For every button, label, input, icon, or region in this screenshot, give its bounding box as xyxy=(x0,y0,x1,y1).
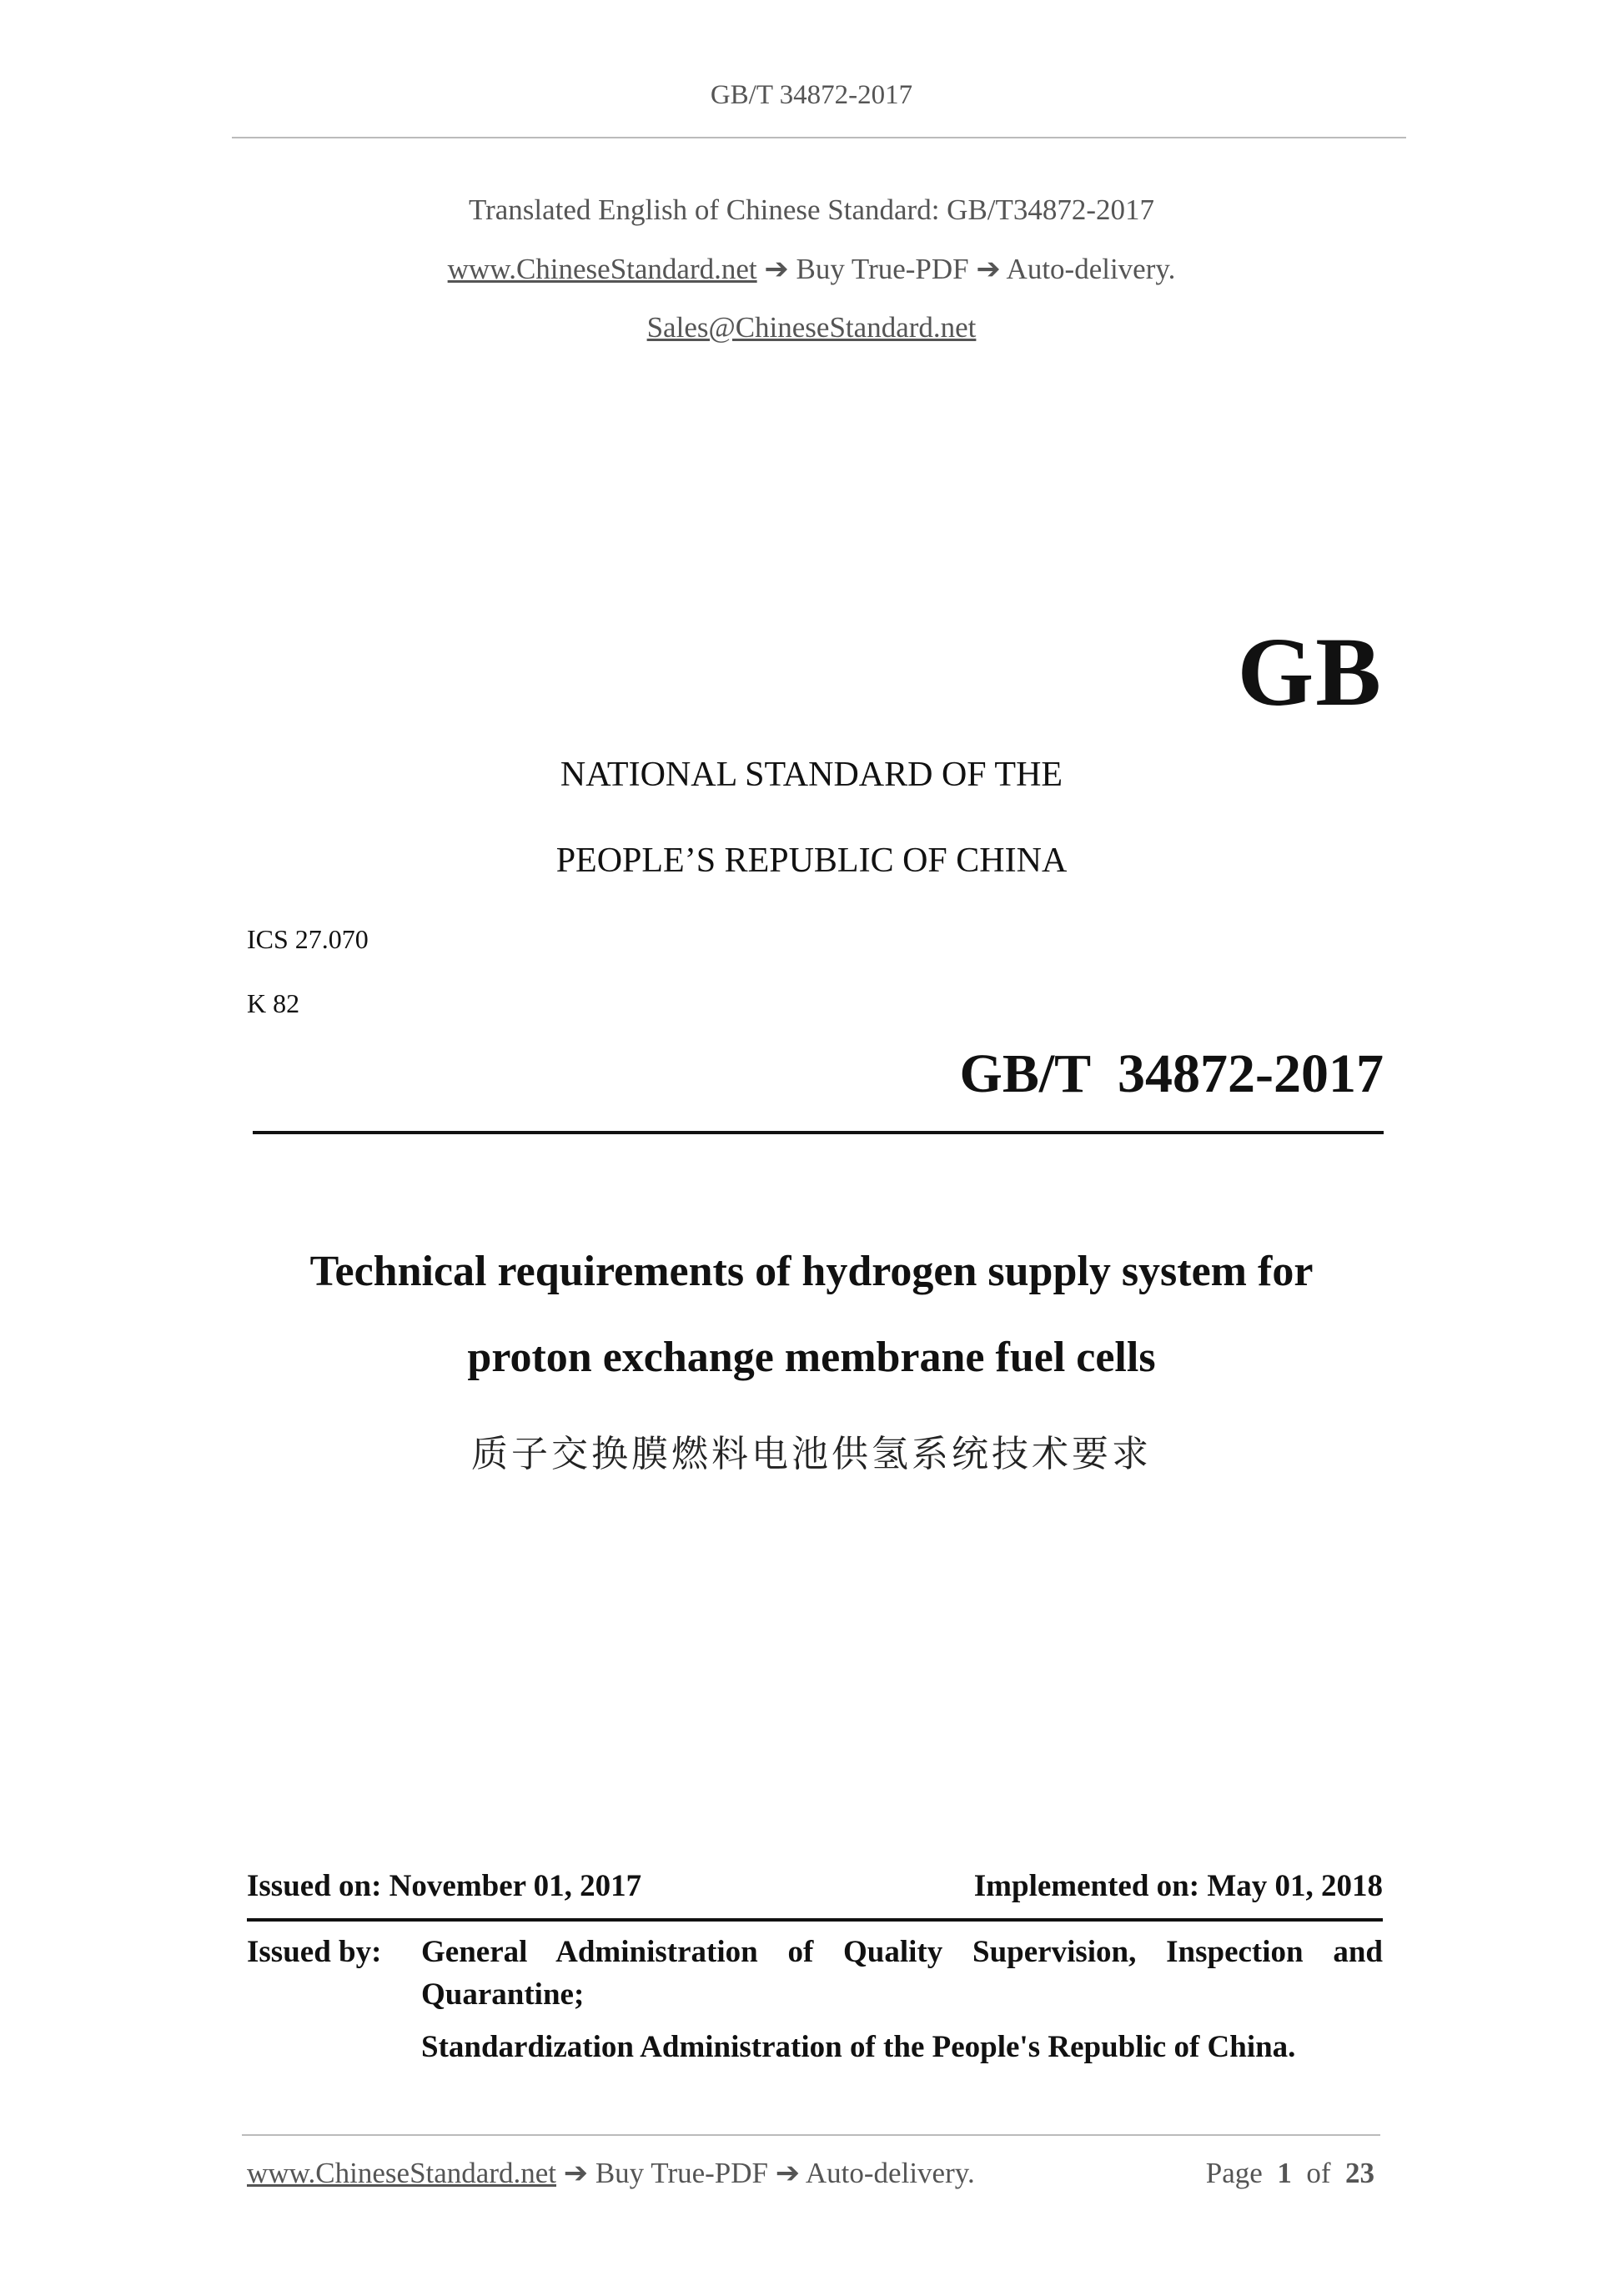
running-header: GB/T 34872-2017 xyxy=(710,80,913,110)
header-divider xyxy=(232,137,1406,138)
issuing-organization-2: Standardization Administration of the People's Republic of China. xyxy=(421,2030,1296,2064)
arrow-icon: ➔ xyxy=(764,253,789,285)
purchase-line xyxy=(0,253,1623,286)
national-standard-heading: NATIONAL STANDARD OF THE xyxy=(560,756,1063,794)
issued-on-date: Issued on: November 01, 2017 xyxy=(247,1869,642,1903)
footer-purchase-line xyxy=(247,2157,975,2190)
website-link[interactable]: www.ChineseStandard.net xyxy=(447,253,757,285)
issue-date-rule xyxy=(247,1918,1383,1922)
arrow-icon: ➔ xyxy=(775,2157,801,2189)
arrow-icon: ➔ xyxy=(976,253,1001,285)
country-heading: PEOPLE’S REPUBLIC OF CHINA xyxy=(555,842,1068,880)
implemented-on-date: Implemented on: May 01, 2018 xyxy=(973,1869,1383,1903)
auto-delivery-text: Auto-delivery. xyxy=(1006,253,1176,285)
page-total: 23 xyxy=(1345,2157,1374,2189)
standard-number: GB/T 34872-2017 xyxy=(959,1043,1384,1104)
footer-divider xyxy=(242,2134,1380,2136)
ccs-code: K 82 xyxy=(247,988,300,1018)
footer-auto-delivery-text: Auto-delivery. xyxy=(805,2157,975,2189)
document-title-chinese: 质子交换膜燃料电池供氢系统技术要求 xyxy=(471,1433,1152,1475)
footer-buy-text: Buy True-PDF xyxy=(595,2157,768,2189)
issuing-organization-1: General Administration of Quality Supervision, Inspection and xyxy=(421,1935,1383,1969)
standard-number-rule xyxy=(253,1131,1384,1134)
page-word: Page xyxy=(1205,2157,1263,2189)
page-number: 1 xyxy=(1277,2157,1292,2189)
issued-by-label: Issued by: xyxy=(247,1935,382,1969)
document-title-line-1: Technical requirements of hydrogen supply system for xyxy=(309,1248,1314,1295)
of-word: of xyxy=(1306,2157,1331,2189)
translation-notice: Translated English of Chinese Standard: GB/T34872-2017 xyxy=(468,193,1155,226)
email-line xyxy=(0,311,1623,344)
document-title-line-2: proton exchange membrane fuel cells xyxy=(467,1334,1156,1381)
arrow-icon: ➔ xyxy=(563,2157,589,2189)
page-indicator xyxy=(1206,2157,1374,2190)
ics-code: ICS 27.070 xyxy=(247,924,369,954)
issuing-organization-1-continued: Quarantine; xyxy=(421,1977,585,2012)
buy-true-pdf-text: Buy True-PDF xyxy=(796,253,969,285)
sales-email-link[interactable]: Sales@ChineseStandard.net xyxy=(646,311,977,344)
gb-logo: GB xyxy=(1237,617,1383,726)
footer-website-link[interactable]: www.ChineseStandard.net xyxy=(247,2157,556,2189)
